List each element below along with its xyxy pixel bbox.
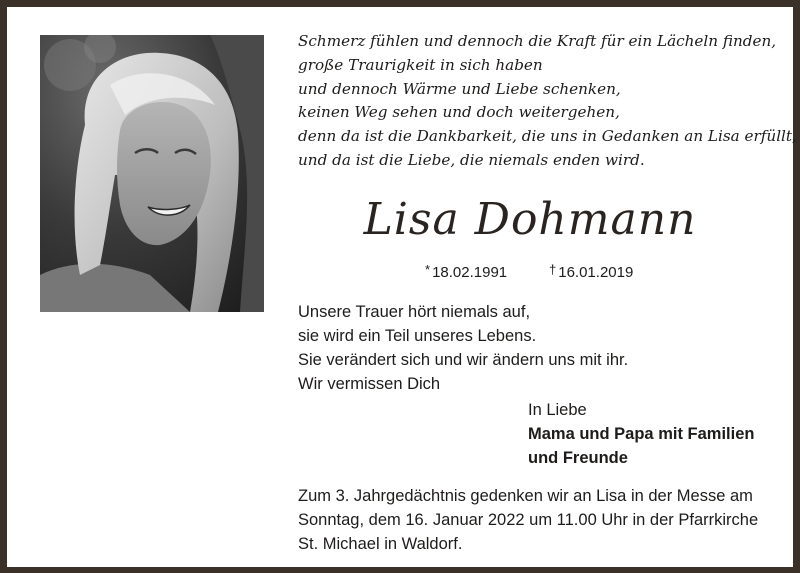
poem-line: und dennoch Wärme und Liebe schenken, [298,79,621,98]
memorial-line: Sonntag, dem 16. Januar 2022 um 11.00 Uhr in der Pfarrkirche [298,511,759,529]
grief-line: Wir vermissen Dich [298,375,441,393]
grief-line: Unsere Trauer hört niemals auf, [298,303,531,321]
signoff-intro: In Liebe [528,401,587,419]
grief-line: Sie verändert sich und wir ändern uns mit ihr. [298,351,629,369]
memorial-notice [298,484,758,556]
memorial-line: St. Michael in Waldorf. [298,535,463,553]
poem-line: denn da ist die Dankbarkeit, die uns in Gedanken an Lisa erfüllt, [298,127,797,146]
signoff-family-line: Mama und Papa mit Familien [528,425,755,443]
grief-text [298,300,628,396]
portrait-photo [40,35,264,312]
death-symbol: † [549,262,557,277]
portrait-image [40,35,264,312]
birth-date [425,262,507,281]
poem-line: große Traurigkeit in sich haben [298,55,543,74]
birth-date-value: 18.02.1991 [432,264,508,281]
death-date [549,262,633,281]
grief-line: sie wird ein Teil unseres Lebens. [298,327,537,345]
deceased-name: Lisa Dohmann [363,194,697,245]
death-date-value: 16.01.2019 [558,264,634,281]
poem-line: keinen Weg sehen und doch weitergehen, [298,103,620,122]
poem-line: und da ist die Liebe, die niemals enden wird. [298,150,645,169]
signoff-family-line: und Freunde [528,449,628,467]
birth-symbol: * [425,262,431,277]
memorial-line: Zum 3. Jahrgedächtnis gedenken wir an Lisa in der Messe am [298,487,753,505]
poem [298,30,797,173]
signoff [528,398,754,470]
poem-line: Schmerz fühlen und dennoch die Kraft für ein Lächeln finden, [298,32,777,50]
